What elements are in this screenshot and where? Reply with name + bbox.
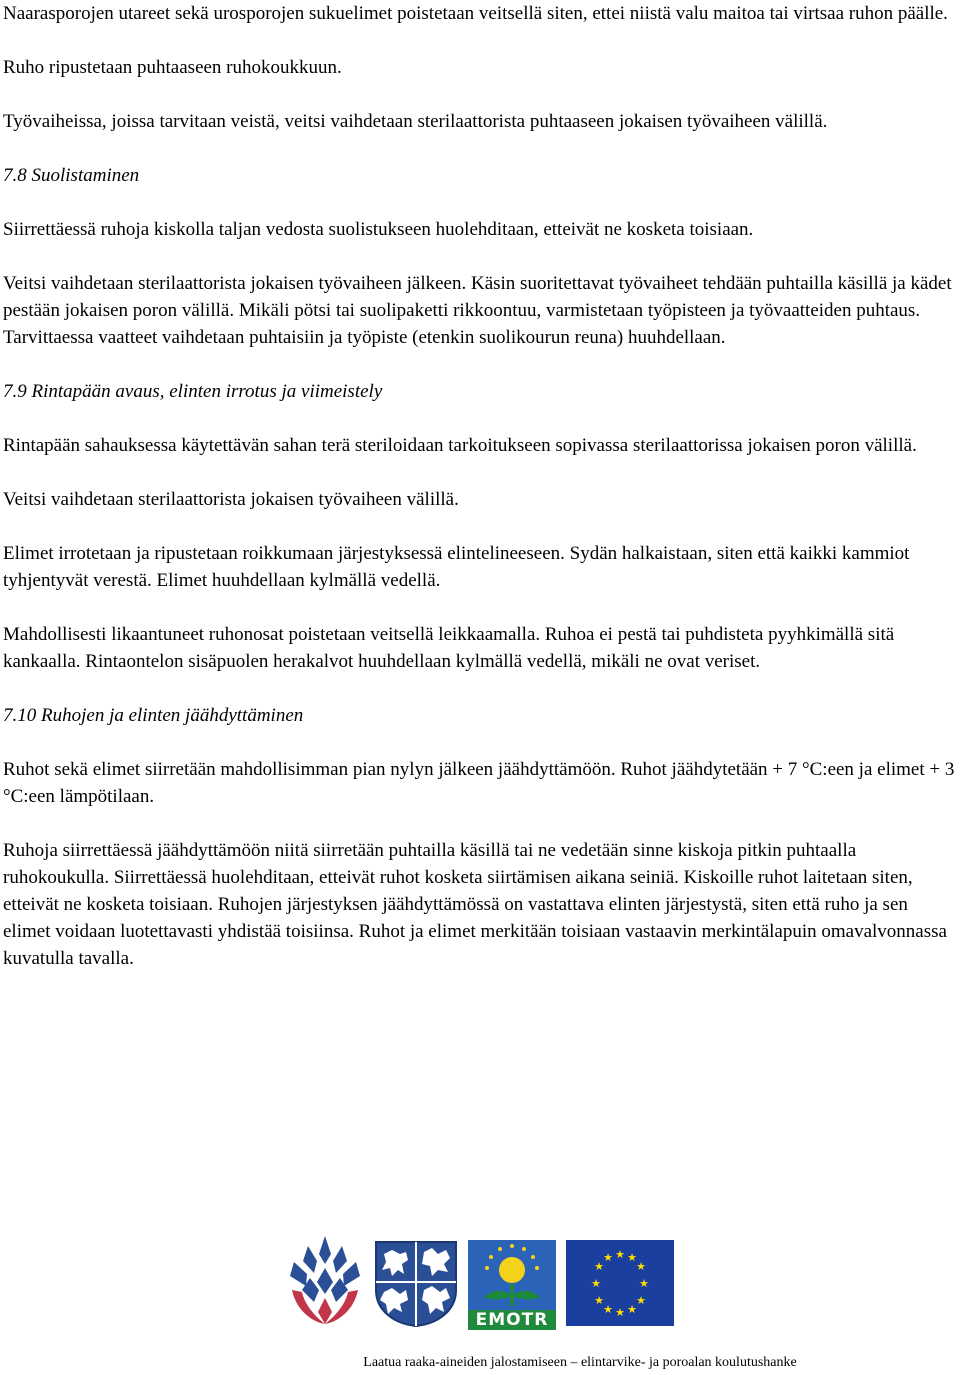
paragraph-trimming: Mahdollisesti likaantuneet ruhonosat poistetaan veitsellä leikkaamalla. Ruhoa ei pestä tai puhdisteta pyyhkimällä sitä kankaalla. Rintaontelon sisäpuolen herakalvot huuhdellaan kylmällä vedellä, mikäli ne ovat veriset. xyxy=(3,624,895,672)
svg-text:★: ★ xyxy=(594,1260,604,1273)
svg-text:★: ★ xyxy=(636,1294,646,1307)
svg-text:★: ★ xyxy=(594,1294,604,1307)
section-heading-7-9: 7.9 Rintapään avaus, elinten irrotus ja viimeistely xyxy=(3,381,383,402)
paragraph-knife-change: Työvaiheissa, joissa tarvitaan veistä, veitsi vaihdetaan sterilaattorista puhtaaseen jokaisen työvaiheen välillä. xyxy=(3,111,828,132)
paragraph-rail-transfer: Siirrettäessä ruhoja kiskolla taljan vedosta suolistukseen huolehditaan, etteivät ne kosketa toisiaan. xyxy=(3,219,754,240)
paragraph-organ-rack: Elimet irrotetaan ja ripustetaan roikkumaan järjestyksessä elintelineeseen. Sydän halkaistaan, siten että kaikki kammiot tyhjentyvät verestä. Elimet huuhdellaan kylmällä vedellä. xyxy=(3,543,910,591)
svg-text:★: ★ xyxy=(591,1277,601,1290)
logo-strip xyxy=(282,1232,682,1332)
emotr-emblem-icon xyxy=(468,1240,556,1310)
paragraph-udder-removal: Naarasporojen utareet sekä urosporojen sukuelimet poistetaan veitsellä siten, ettei niistä valu maitoa tai virtsaa ruhon päälle. xyxy=(3,3,948,24)
paragraph-knife-change-2: Veitsi vaihdetaan sterilaattorista jokaisen työvaiheen välillä. xyxy=(3,489,459,510)
paragraph-hook: Ruho ripustetaan puhtaaseen ruhokoukkuun. xyxy=(3,57,342,78)
paragraph-chilling-temps: Ruhot sekä elimet siirretään mahdollisimman pian nylyn jälkeen jäähdyttämöön. Ruhot jäähdytetään + 7 °C:een ja elimet + 3 °C:een lämpötilaan. xyxy=(3,759,955,807)
coat-of-arms-logo xyxy=(374,1240,458,1328)
svg-text:★: ★ xyxy=(603,1303,613,1316)
svg-text:★: ★ xyxy=(636,1260,646,1273)
section-heading-7-10: 7.10 Ruhojen ja elinten jäähdyttäminen xyxy=(3,705,304,726)
svg-text:★: ★ xyxy=(603,1251,613,1264)
emotr-label: EMOTR xyxy=(468,1310,556,1330)
footer-project-name: Laatua raaka-aineiden jalostamiseen – elintarvike- ja poroalan koulutushanke xyxy=(363,1355,797,1370)
svg-text:★: ★ xyxy=(615,1306,625,1319)
paragraph-saw-sterilization: Rintapään sahauksessa käytettävän sahan terä steriloidaan tarkoitukseen sopivassa sterilaattorissa jokaisen poron välillä. xyxy=(3,435,917,456)
paragraph-evisceration-hygiene: Veitsi vaihdetaan sterilaattorista jokaisen työvaiheen jälkeen. Käsin suoritettavat työvaiheet tehdään puhtailla käsillä ja kädet pestään jokaisen poron välillä. Mikäli pötsi tai suolipaketti rikkoontuu, varmistetaan työpisteen ja työvaatteiden puhtaus. Tarvittaessa vaatteet vaihdetaan puhtaisiin ja työpiste (etenkin suolikourun reuna) huuhdellaan. xyxy=(3,273,952,348)
emotr-logo xyxy=(468,1240,556,1330)
svg-text:★: ★ xyxy=(627,1251,637,1264)
eu-flag-logo xyxy=(566,1240,674,1326)
svg-text:★: ★ xyxy=(627,1303,637,1316)
section-heading-7-8: 7.8 Suolistaminen xyxy=(3,165,140,186)
svg-text:★: ★ xyxy=(615,1248,625,1261)
svg-text:★: ★ xyxy=(639,1277,649,1290)
flame-emblem-logo xyxy=(284,1234,366,1328)
paragraph-chilling-transfer: Ruhoja siirrettäessä jäähdyttämöön niitä siirretään puhtailla käsillä tai ne vedetään sinne kiskoja pitkin puhtaalla ruhokoukulla. Siirrettäessä huolehditaan, etteivät ruhot kosketa siirtämisen aikana seiniä. Kiskoille ruhot laitetaan siten, etteivät ne kosketa toisiaan. Ruhojen järjestyksen jäähdyttämössä on vastattava elinten järjestystä, siten että ruho ja sen elimet voidaan luotettavasti yhdistää toisiinsa. Ruhot ja elimet merkitään toisiaan vastaavin merkintälapuin omavalvonnassa kuvatulla tavalla. xyxy=(3,840,947,969)
document-body xyxy=(3,0,955,999)
